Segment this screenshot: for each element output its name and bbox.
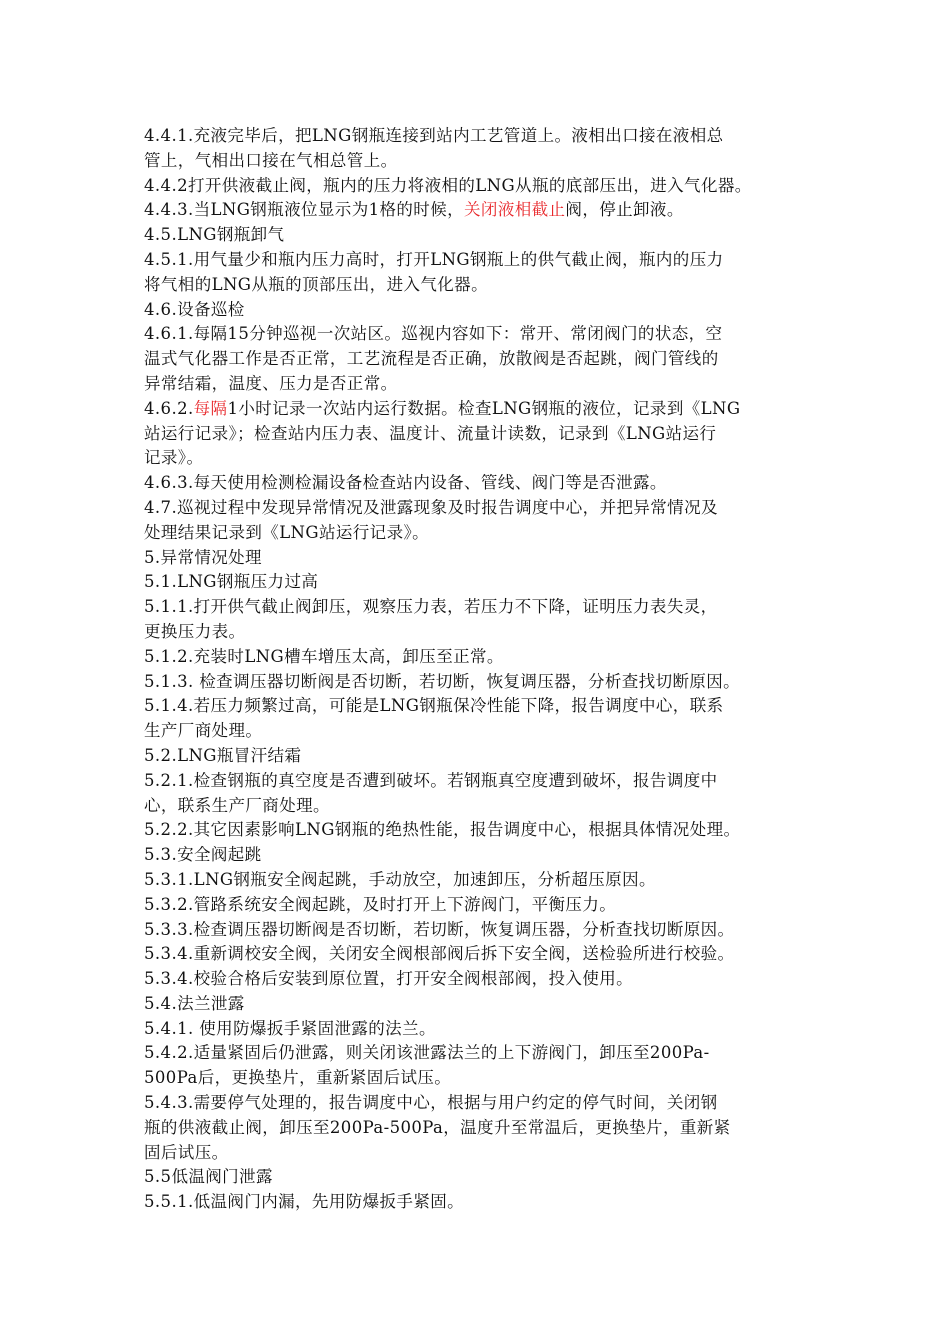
section-heading: 4.5.LNG钢瓶卸气 bbox=[144, 225, 285, 245]
text-segment: 1小时记录一次站内运行数据。检查LNG钢瓶的液位，记录到《LNG bbox=[227, 398, 741, 418]
text-line: 5.1.3. 检查调压器切断阀是否切断，若切断，恢复调压器，分析查找切断原因。 bbox=[144, 671, 741, 691]
highlighted-text: 每隔 bbox=[193, 398, 228, 418]
document-page bbox=[144, 124, 814, 1215]
section-heading: 5.3.安全阀起跳 bbox=[144, 845, 262, 865]
text-line: 5.2.2.其它因素影响LNG钢瓶的绝热性能，报告调度中心，根据具体情况处理。 bbox=[144, 820, 741, 840]
text-line: 将气相的LNG从瓶的顶部压出，进入气化器。 bbox=[144, 274, 488, 294]
text-line: 500Pa后，更换垫片，重新紧固后试压。 bbox=[144, 1068, 452, 1088]
section-heading: 5.2.LNG瓶冒汗结霜 bbox=[144, 745, 302, 765]
text-line: 4.7.巡视过程中发现异常情况及泄露现象及时报告调度中心，并把异常情况及 bbox=[144, 497, 718, 517]
text-line: 5.3.1.LNG钢瓶安全阀起跳，手动放空，加速卸压，分析超压原因。 bbox=[144, 869, 656, 889]
text-line: 心，联系生产厂商处理。 bbox=[144, 795, 330, 815]
text-line: 5.1.2.充装时LNG槽车增压太高，卸压至正常。 bbox=[144, 646, 504, 666]
text-segment: 4.6.2. bbox=[144, 398, 194, 418]
text-line: 固后试压。 bbox=[144, 1142, 229, 1162]
text-line: 5.5.1.低温阀门内漏，先用防爆扳手紧固。 bbox=[144, 1192, 465, 1212]
text-line: 更换压力表。 bbox=[144, 621, 246, 641]
text-line: 记录》。 bbox=[144, 448, 204, 468]
text-line: 5.3.4.重新调校安全阀，关闭安全阀根部阀后拆下安全阀，送检验所进行校验。 bbox=[144, 944, 735, 964]
text-line: 5.4.2.适量紧固后仍泄露，则关闭该泄露法兰的上下游阀门，卸压至200Pa- bbox=[144, 1043, 710, 1063]
text-line: 4.6.1.每隔15分钟巡视一次站区。巡视内容如下：常开、常闭阀门的状态，空 bbox=[144, 324, 723, 344]
section-heading: 5.1.LNG钢瓶压力过高 bbox=[144, 572, 319, 592]
text-line: 5.3.2.管路系统安全阀起跳，及时打开上下游阀门，平衡压力。 bbox=[144, 894, 617, 914]
text-line: 瓶的供液截止阀，卸压至200Pa-500Pa，温度升至常温后，更换垫片，重新紧 bbox=[144, 1117, 731, 1137]
text-segment: 阀，停止卸液。 bbox=[565, 200, 684, 220]
text-line: 5.1.4.若压力频繁过高，可能是LNG钢瓶保冷性能下降，报告调度中心，联系 bbox=[144, 696, 724, 716]
text-line: 5.3.4.校验合格后安装到原位置，打开安全阀根部阀，投入使用。 bbox=[144, 969, 634, 989]
text-line: 温式气化器工作是否正常，工艺流程是否正确，放散阀是否起跳，阀门管线的 bbox=[144, 349, 719, 369]
text-line: 5.2.1.检查钢瓶的真空度是否遭到破坏。若钢瓶真空度遭到破坏，报告调度中 bbox=[144, 770, 718, 790]
text-line: 5.4.1. 使用防爆扳手紧固泄露的法兰。 bbox=[144, 1018, 436, 1038]
text-line: 4.4.1.充液完毕后，把LNG钢瓶连接到站内工艺管道上。液相出口接在液相总 bbox=[144, 126, 724, 145]
highlighted-text: 关闭液相截止 bbox=[464, 200, 566, 220]
text-line: 管上，气相出口接在气相总管上。 bbox=[144, 150, 398, 170]
text-line: 5.3.3.检查调压器切断阀是否切断，若切断，恢复调压器，分析查找切断原因。 bbox=[144, 919, 735, 939]
text-line: 5.1.1.打开供气截止阀卸压，观察压力表，若压力不下降，证明压力表失灵， bbox=[144, 597, 718, 617]
text-line: 5.4.3.需要停气处理的，报告调度中心，根据与用户约定的停气时间，关闭钢 bbox=[144, 1093, 718, 1113]
text-line: 4.6.3.每天使用检测检漏设备检查站内设备、管线、阀门等是否泄露。 bbox=[144, 473, 667, 493]
text-line: 生产厂商处理。 bbox=[144, 721, 263, 741]
text-segment: 4.4.3.当LNG钢瓶液位显示为1格的时候， bbox=[144, 200, 465, 220]
section-heading: 4.6.设备巡检 bbox=[144, 299, 245, 319]
text-line: 4.5.1.用气量少和瓶内压力高时，打开LNG钢瓶上的供气截止阀，瓶内的压力 bbox=[144, 249, 724, 269]
text-line: 4.4.2打开供液截止阀，瓶内的压力将液相的LNG从瓶的底部压出，进入气化器。 bbox=[144, 175, 752, 195]
text-line: 站运行记录》；检查站内压力表、温度计、流量计读数，记录到《LNG站运行 bbox=[144, 423, 717, 443]
text-line: 异常结霜，温度、压力是否正常。 bbox=[144, 373, 398, 393]
section-heading: 5.5低温阀门泄露 bbox=[144, 1167, 273, 1187]
text-line: 处理结果记录到《LNG站运行记录》。 bbox=[144, 522, 430, 542]
text-line bbox=[144, 397, 814, 422]
section-heading: 5.4.法兰泄露 bbox=[144, 993, 245, 1013]
section-heading: 5.异常情况处理 bbox=[144, 547, 262, 567]
text-line bbox=[144, 198, 814, 223]
